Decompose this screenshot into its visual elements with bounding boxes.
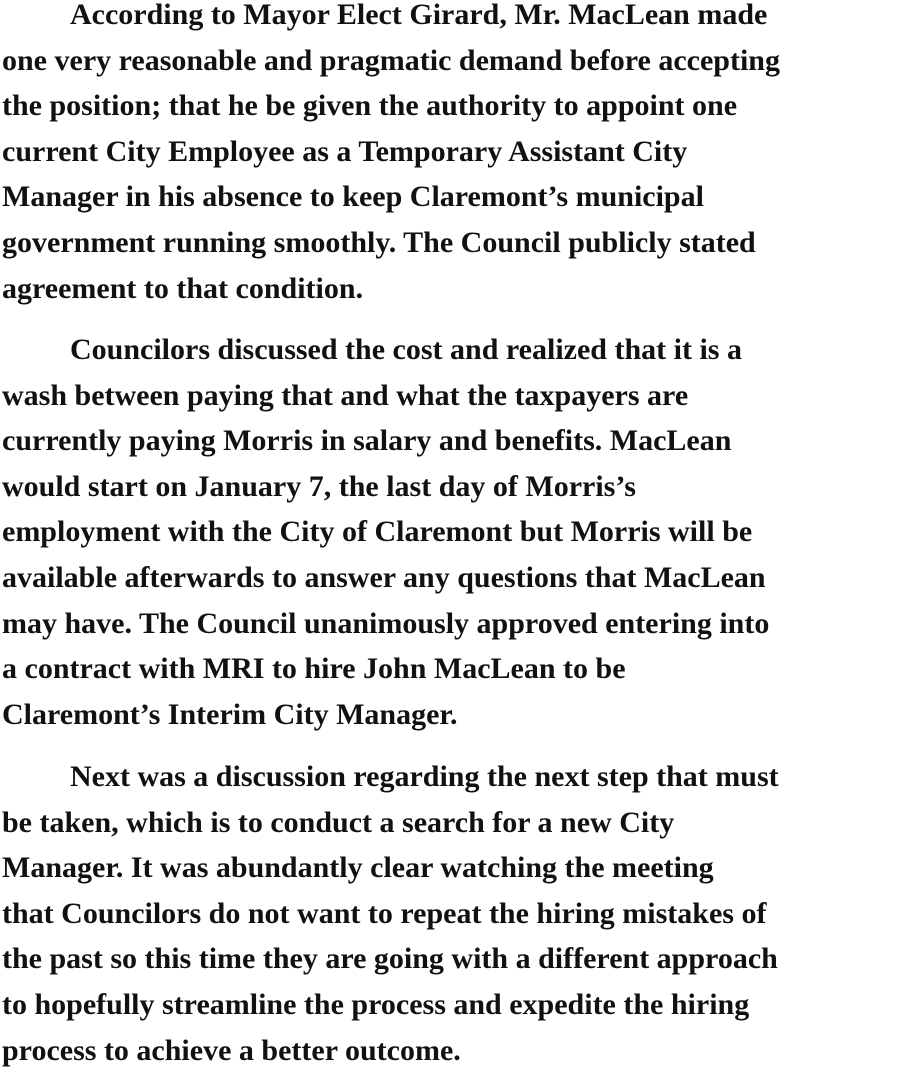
paragraph-line: currently paying Morris in salary and benefits. MacLean [2,424,732,458]
paragraph-line: current City Employee as a Temporary Assistant City [2,134,688,168]
paragraph-line: may have. The Council unanimously approved entering into [2,606,770,640]
paragraph-line: Manager in his absence to keep Claremont’s municipal [2,180,704,214]
paragraph-3 [2,754,779,1073]
paragraph-2 [2,327,769,737]
paragraph-line: available afterwards to answer any questions that MacLean [2,560,766,594]
paragraph-line: process to achieve a better outcome. [2,1033,461,1067]
paragraph-line: government running smoothly. The Council publicly stated [2,225,756,259]
paragraph-line: Claremont’s Interim City Manager. [2,697,458,731]
paragraph-line: the position; that he be given the authority to appoint one [2,89,738,123]
paragraph-line: that Councilors do not want to repeat the hiring mistakes of [2,896,767,930]
paragraph-line: Next was a discussion regarding the next step that must [70,760,779,793]
paragraph-line: a contract with MRI to hire John MacLean to be [2,652,626,686]
paragraph-line: employment with the City of Claremont but Morris will be [2,515,753,549]
paragraph-line: wash between paying that and what the taxpayers are [2,378,689,412]
paragraph-line: to hopefully streamline the process and expedite the hiring [2,987,750,1021]
paragraph-line: be taken, which is to conduct a search for a new City [2,805,675,839]
paragraph-line: agreement to that condition. [2,271,364,305]
paragraph-line: the past so this time they are going with a different approach [2,942,778,976]
paragraph-line: According to Mayor Elect Girard, Mr. MacLean made [70,0,768,31]
paragraph-line: Manager. It was abundantly clear watching the meeting [2,851,714,885]
paragraph-line: would start on January 7, the last day of Morris’s [2,469,636,503]
paragraph-line: Councilors discussed the cost and realized that it is a [70,333,742,366]
paragraph-line: one very reasonable and pragmatic demand before accepting [2,43,780,77]
paragraph-1 [2,0,780,311]
